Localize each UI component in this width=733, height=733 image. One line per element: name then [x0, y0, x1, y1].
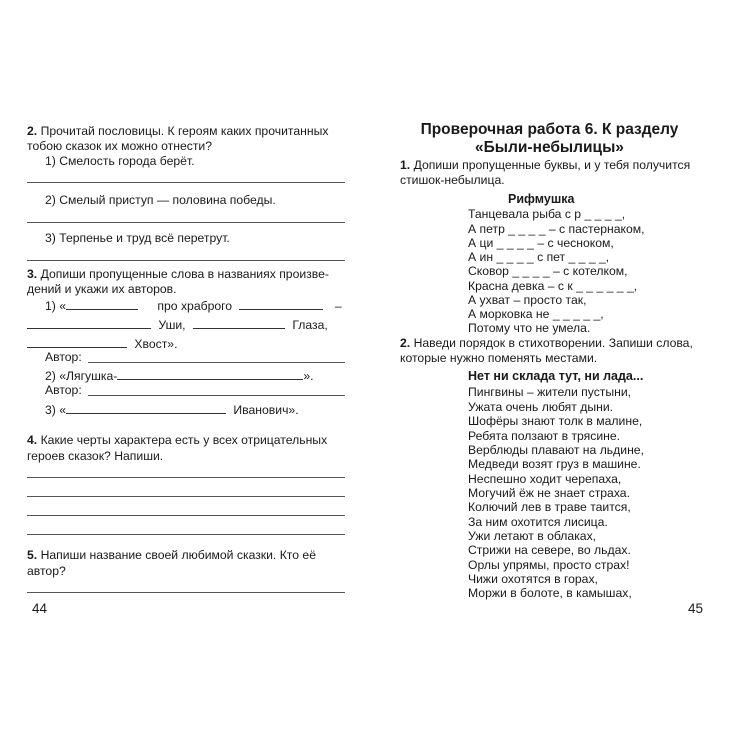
q4-text-line1: Какие черты характера есть у всех отрицательных [40, 433, 328, 447]
text: Хвост». [134, 337, 178, 351]
fill-blank[interactable] [117, 370, 303, 380]
text: Уши, [158, 318, 186, 332]
answer-line[interactable] [27, 222, 345, 223]
fill-blank[interactable] [66, 404, 226, 414]
q5-text-line1: Напиши название своей любимой сказки. Кто её [40, 548, 316, 562]
poem2-line: Пингвины – жители пустыни, [468, 385, 632, 399]
q2-text-line2: тобою сказок их можно отнести? [27, 139, 213, 153]
q5-question [27, 548, 316, 562]
q3-item1-line1 [45, 299, 342, 313]
text: Глаза, [292, 318, 328, 332]
poem1-title: Рифмушка [508, 192, 575, 206]
r-q1-number: 1. [400, 158, 411, 172]
page-title: Проверочная работа 6. К разделу [420, 121, 679, 138]
poem2-line: Верблюды плавают на льдине, [468, 443, 644, 457]
answer-line[interactable] [27, 260, 345, 261]
r-q2-question [400, 336, 693, 350]
poem1-line: А ухват – просто так, [468, 293, 587, 307]
poem2-line: Ребята ползают в трясине. [468, 429, 621, 443]
fill-blank[interactable] [66, 300, 138, 310]
text: 1) « [45, 299, 67, 313]
text: про храброго [157, 299, 233, 313]
page-subtitle: «Были-небылицы» [475, 139, 624, 156]
poem2-line: За ним охотится лисица. [468, 515, 608, 529]
q5-number: 5. [27, 548, 38, 562]
poem1-line: Красна девка – с к _ _ _ _ _ _, [468, 279, 638, 293]
q4-text-line2: героев сказок? Напиши. [27, 449, 164, 463]
poem2-line: Ужи летают в облаках, [468, 529, 597, 543]
poem1-line: А ци _ _ _ _ – с чесноком, [468, 236, 614, 250]
answer-line[interactable] [27, 477, 345, 478]
text: ». [303, 369, 314, 383]
poem2-line: Стрижи на севере, во льдах. [468, 543, 631, 557]
r-q2-number: 2. [400, 336, 411, 350]
poem2-line: Ужата очень любят дыни. [468, 400, 614, 414]
author-line[interactable] [88, 395, 345, 396]
poem1-line: Сковор _ _ _ _ – с котелком, [468, 264, 628, 278]
poem2-title: Нет ни склада тут, ни лада... [468, 369, 644, 383]
q3-item2 [45, 369, 314, 383]
q3-item1-line3 [27, 337, 177, 351]
poem2-line: Чижи охотятся в горах, [468, 572, 598, 586]
poem2-line: Могучий ёж не знает страха. [468, 486, 630, 500]
author-label: Автор: [45, 383, 82, 397]
page-number: 45 [688, 601, 704, 616]
q3-item3 [45, 403, 299, 417]
proverb-2: 2) Смелый приступ — половина победы. [45, 193, 276, 207]
text: 2) «Лягушка- [45, 369, 118, 383]
q2-text-line1: Прочитай пословицы. К героям каких прочитанных [40, 124, 329, 138]
text: Иванович». [233, 403, 299, 417]
poem1-line: А морковка не _ _ _ _ _, [468, 307, 604, 321]
q2-number: 2. [27, 124, 38, 138]
q3-text-line2: дений и укажи их авторов. [27, 282, 177, 296]
poem1-line: А петр _ _ _ _ – с пастернаком, [468, 222, 645, 236]
poem2-line: Орлы упрямы, просто страх! [468, 558, 630, 572]
r-q1-text-line2: стишок-небылица. [400, 173, 505, 187]
r-q2-text-line2: которые нужно поменять местами. [400, 351, 598, 365]
q2-question [27, 124, 328, 138]
q5-text-line2: автор? [27, 564, 66, 578]
answer-line[interactable] [27, 592, 345, 593]
text: – [334, 299, 342, 313]
fill-blank[interactable] [193, 319, 285, 329]
poem2-line: Медведи возят груз в машине. [468, 457, 641, 471]
text: 3) « [45, 403, 67, 417]
poem2-line: Моржи в болоте, в камышах, [468, 586, 632, 600]
author-line[interactable] [88, 362, 345, 363]
answer-line[interactable] [27, 496, 345, 497]
page-number: 44 [32, 601, 48, 616]
q3-question [27, 267, 329, 281]
poem2-line: Колючий лев в траве таится, [468, 500, 631, 514]
r-q2-text-line1: Наведи порядок в стихотворении. Запиши слова, [413, 336, 693, 350]
proverb-3: 3) Терпенье и труд всё перетрут. [45, 231, 230, 245]
q4-question [27, 433, 327, 447]
q3-text-line1: Допиши пропущенные слова в названиях произве- [40, 267, 329, 281]
q3-number: 3. [27, 267, 38, 281]
poem1-line: Танцевала рыба с р _ _ _ _, [468, 207, 626, 221]
r-q1-text-line1: Допиши пропущенные буквы, и у тебя получится [413, 158, 691, 172]
answer-line[interactable] [27, 534, 345, 535]
poem2-line: Шофёры знают толк в малине, [468, 414, 643, 428]
poem2-line: Неспешно ходит черепаха, [468, 472, 622, 486]
author-label: Автор: [45, 350, 82, 364]
r-q1-question [400, 158, 690, 172]
poem1-line: Потому что не умела. [468, 321, 591, 335]
fill-blank[interactable] [239, 300, 323, 310]
poem1-line: А ин _ _ _ _ с пет _ _ _ _, [468, 250, 610, 264]
fill-blank[interactable] [27, 338, 127, 348]
q4-number: 4. [27, 433, 38, 447]
answer-line[interactable] [27, 515, 345, 516]
q3-item1-line2 [27, 318, 328, 332]
answer-line[interactable] [27, 182, 345, 183]
fill-blank[interactable] [27, 319, 151, 329]
proverb-1: 1) Смелость города берёт. [45, 154, 195, 168]
